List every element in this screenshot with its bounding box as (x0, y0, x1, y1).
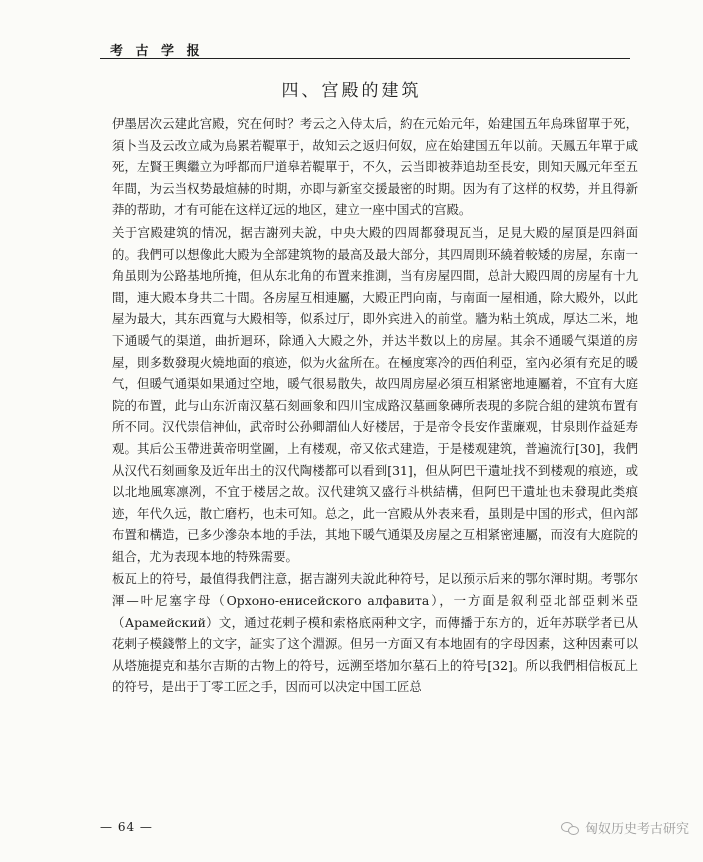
header-rule (100, 58, 630, 59)
paragraph: 关于宫殿建筑的情况，据吉謝列夫說，中央大殿的四周都發現瓦当，足見大殿的屋頂是四斜面的。我們可以想像此大殿为全部建筑物的最高及最大部分，其四周則环繞着較矮的房屋，东南一角虽則为公路基地所掩，但从东北角的布置来推測，当有房屋四間，总計大殿四周的房屋有十九間，連大殿本身共二十間。各房屋互相連屬，大殿正門向南，与南面一屋相通，除大殿外，以此屋为最大，其东西寬与大殿相等，似系过厅，即外宾进入的前堂。牆为粘土筑成，厚达二米，地下通暖气的渠道，曲折迴环，除通入大殿之外，并达半数以上的房屋。其余不通暖气渠道的房屋，則多数發現火燒地面的痕迹，似为火盆所在。在極度寒冷的西伯利亞，室內必須有充足的暖气，但暖气通渠如果通过空地，暖气很易散失，故四周房屋必須互相紧密地連屬着，不宜有大庭院的布置，此与山东沂南汉墓石刻画象和四川宝成路汉墓画象磚所表現的多院合組的建筑布置有所不同。汉代崇信神仙，武帝时公孙卿謂仙人好楼居，于是帝令長安作蜚廉观，甘泉則作益延寿观。其后公玉帶进黃帝明堂圖，上有楼观，帝又依式建造，于是楼观建筑，普遍流行[30]，我們从汉代石刻画象及近年出土的汉代陶楼都可以看到[31]，但从阿巴干遺址找不到楼观的痕迹，或以北地風寒凛冽，不宜于楼居之故。汉代建筑又盛行斗栱結構，但阿巴干遺址也未發現此类痕迹，年代久远，散亡磨朽，也未可知。总之，此一宫殿从外表来看，虽則是中国的形式，但內部布置和構造，已多少滲杂本地的手法，其地下暖气通渠及房屋之互相紧密連屬，而沒有大庭院的組合，尤为表现本地的特殊需要。 (112, 224, 638, 564)
watermark-text: 匈奴历史考古研究 (584, 822, 689, 837)
paragraph: 板瓦上的符号，最值得我們注意，据吉謝列夫說此种符号，足以预示后来的鄂尔渾时期。考鄂尔渾—叶尼塞字母（Орхоно-енисейского алфавита），一方面是叙利亞北部亞剌米亞（Арамейский）文，通过花剌子模和索格底兩种文字，而傳播于东方的，近年苏联学者已从花剌子模錢幣上的文字，証实了这个淵源。但另一方面又有本地固有的字母因素，这种因素可以从塔施提克和基尔吉斯的古物上的符号，远溯至塔加尔墓石上的符号[32]。所以我們相信板瓦上的符号，是出于丁零工匠之手，因而可以决定中国工匠总 (112, 571, 638, 695)
section-title: 四、宫殿的建筑 (281, 81, 422, 101)
page-number: — 64 — (100, 820, 153, 834)
paragraph: 伊墨居次云建此宫殿，究在何时？考云之入侍太后，約在元始元年，始建国五年烏珠留單于死，須卜当及云改立咸为烏累若鞮單于，故知云之返归何奴，应在始建国五年以前。天鳳五年單于咸死，左賢王輿繼立为呼都而尸道皋若鞮單于，不久，云当即被莽追劫至長安，則知天鳳元年至五年間，为云当权势最煊赫的时期，亦即与新室交援最密的时期。因为有了这样的权势，并且得新莽的帮助，才有可能在这样辽远的地区，建立一座中国式的宫殿。 (112, 116, 638, 218)
body-text (112, 113, 638, 698)
wechat-icon (561, 821, 579, 835)
journal-title: 考 古 学 报 (110, 44, 204, 59)
watermark (561, 818, 689, 837)
